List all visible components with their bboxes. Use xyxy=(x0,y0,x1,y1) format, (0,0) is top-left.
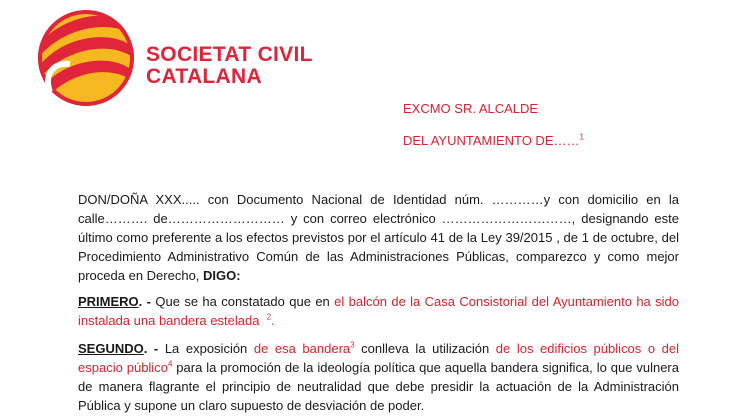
organization-name xyxy=(146,44,313,88)
primero-label: PRIMERO xyxy=(78,294,139,309)
primero-paragraph: PRIMERO. - Que se ha constatado que en el balcón de la Casa Consistorial del Ayuntamiento ha sido instalada una bandera estelada $^2$. xyxy=(78,294,680,328)
addressee-line-2: DEL AYUNTAMIENTO DE……$^1$ xyxy=(403,132,584,148)
addressee-line-1: EXCMO SR. ALCALDE xyxy=(403,101,539,116)
intro-paragraph xyxy=(78,190,679,285)
segundo-highlight-1: de esa bandera xyxy=(253,341,351,356)
segundo-paragraph: SEGUNDO. - La exposición de esa bandera$^3$ conlleva la utilización de los edificios públicos o del espacio público$^4$ para la promoción de la ideología política que aquella bandera significa, lo que vulnera de manera flagrante el principio de neutralidad que debe presidir la actuación de la Administración Pública y supone un claro supuesto de desviación de poder. xyxy=(78,340,679,413)
org-line-2: CATALANA xyxy=(146,65,262,88)
segundo-highlight-2: de los edificios públicos o del espacio público xyxy=(78,341,679,375)
primero-highlight: el balcón de la Casa Consistorial del Ayuntamiento ha sido instalada una bandera estelada xyxy=(78,294,680,328)
intro-text: DON/DOÑA XXX..... con Documento Nacional de Identidad núm. …………y con domicilio en la calle………. de……………………… y con correo electrónico …………………………, designando este último como preferente a los efectos previstos por el artículo 41 de la Ley 39/2015 , de 1 de octubre, del Procedimiento Administrativo Común de las Administraciones Públicas, comparezco y como mejor proceda en Derecho, xyxy=(78,192,679,283)
footnote-1: 1 xyxy=(579,132,584,142)
digo-heading: DIGO: xyxy=(203,268,241,283)
org-line-1: SOCIETAT CIVIL xyxy=(146,43,313,66)
footnote-4: 4 xyxy=(167,359,173,369)
footnote-2: 2 xyxy=(266,312,272,322)
societat-civil-logo xyxy=(30,6,142,110)
segundo-label: SEGUNDO xyxy=(78,341,144,356)
footnote-3: 3 xyxy=(350,340,355,350)
